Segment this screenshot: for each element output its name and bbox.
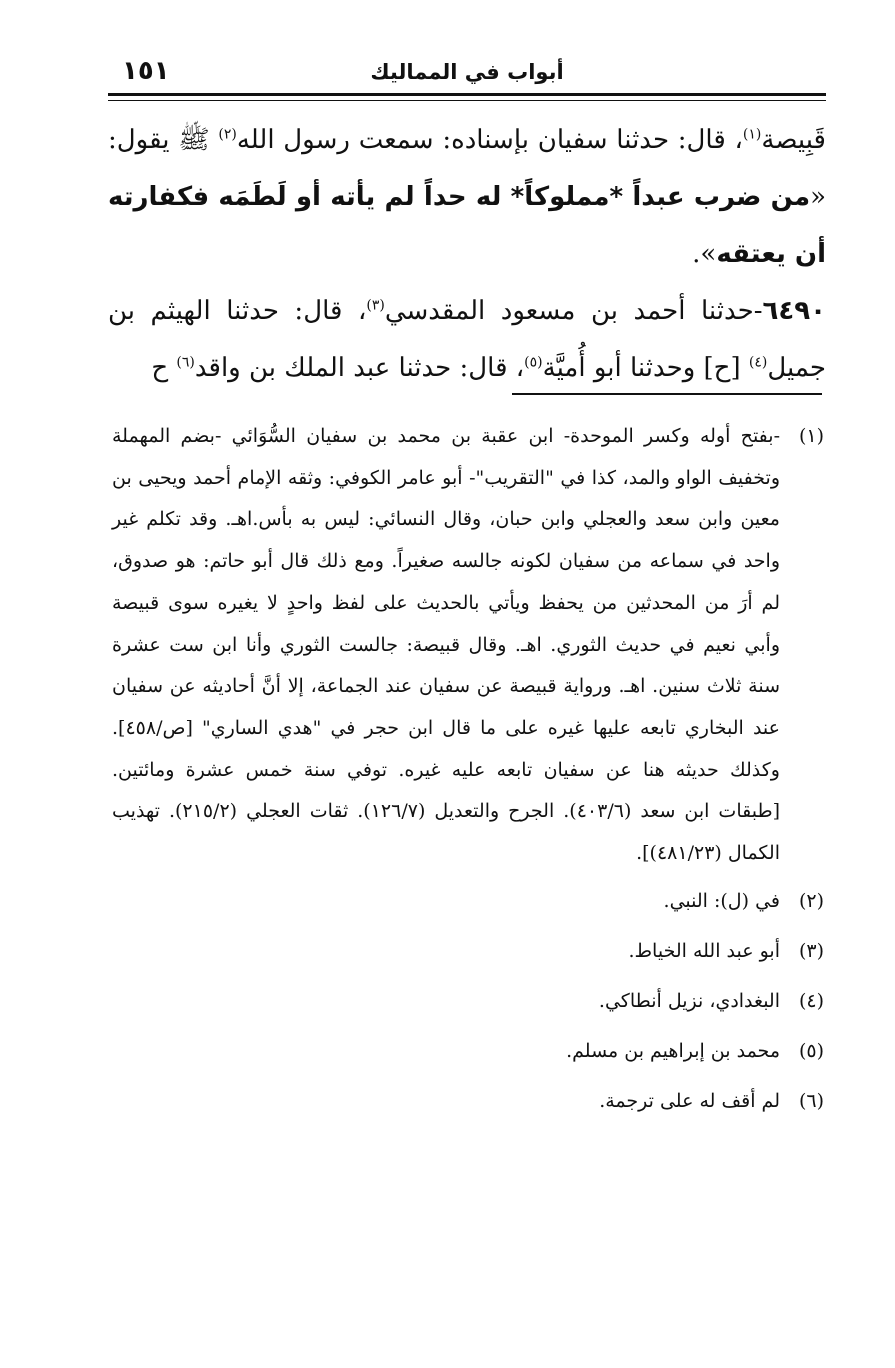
footnote-text: البغدادي، نزيل أنطاكي.	[598, 989, 780, 1012]
footnotes	[112, 416, 824, 1125]
footnote-separator	[512, 393, 822, 395]
footnote-number: (٣)	[798, 939, 824, 962]
isnad-text-2: ﷺ يقول: «	[108, 125, 826, 212]
header-rule	[108, 93, 826, 96]
footnote-text: أبو عبد الله الخياط.	[628, 939, 780, 962]
hadith-paragraph-1	[108, 112, 826, 283]
footnote-ref-3: (٣)	[366, 297, 385, 314]
footnote-number: (٢)	[798, 889, 824, 912]
footnote-6	[112, 1077, 824, 1125]
page-header	[108, 52, 826, 92]
isnad-text: ، قال: حدثنا سفيان بإسناده: سمعت رسول الله	[236, 125, 743, 155]
footnote-text: -بفتح أوله وكسر الموحدة- ابن عقبة بن محمد بن سفيان السُّوَائي -بضم المهملة وتخفيف الواو والمد، كذا في "التقريب"- أبو عامر الكوفي: وثقه الإمام أحمد ويحيى بن معين وابن سعد والعجلي وابن حبان، وقال النسائي: ليس به بأس.اهـ. وقد تكلم غير واحد في سماعه من سفيان لكونه جالسه صغيراً. ومع ذلك قال أبو حاتم: هو صدوق، لم أرَ من المحدثين من يحفظ ويأتي بالحديث على لفظ واحدٍ لا يغيره سوى قبيصة وأبي نعيم في حديث الثوري. اهـ. وقال قبيصة: جالست الثوري وأنا ابن ست عشرة سنة ثلاث سنين. اهـ. ورواية قبيصة عن سفيان عند الجماعة، إلا أنَّ أحاديثه عن سفيان عند البخاري تابعه عليها غيره على ما قال ابن حجر في "هدي الساري" [ص/٤٥٨]. وكذلك حديثه هنا عن سفيان تابعه عليه غيره. توفي سنة خمس عشرة ومائتين. [طبقات ابن سعد (٤٠٣/٦). الجرح والتعديل (١٢٦/٧). ثقات العجلي (٢١٥/٢). تهذيب الكمال (٤٨١/٢٣)].	[112, 425, 780, 865]
running-title: أبواب في المماليك	[370, 60, 564, 84]
isnad-text-3: -حدثنا أحمد بن مسعود المقدسي	[384, 296, 763, 326]
main-text	[108, 112, 826, 397]
footnote-3	[112, 927, 824, 975]
footnote-text: محمد بن إبراهيم بن مسلم.	[566, 1039, 780, 1062]
isnad-text-4: ، قال: حدثنا الهيثم بن جميل	[108, 296, 826, 383]
page-number: ١٥١	[122, 56, 170, 86]
quote-close: ».	[692, 239, 717, 269]
footnote-number: (٤)	[798, 989, 824, 1012]
footnote-ref-1: (١)	[742, 126, 762, 143]
header-rule-thin	[108, 100, 826, 101]
isnad-text-6: ، قال: حدثنا عبد الملك بن واقد	[194, 353, 525, 383]
footnote-ref-6: (٦)	[176, 354, 195, 371]
hadith-paragraph-2	[108, 283, 826, 397]
footnote-text: لم أقف له على ترجمة.	[599, 1089, 780, 1112]
footnote-1	[112, 416, 824, 875]
footnote-text: في (ل): النبي.	[663, 889, 780, 912]
hadith-matn: من ضرب عبداً *مملوكاً* له حداً لم يأته أو لَطَمَه فكفارته أن يعتقه	[108, 182, 826, 269]
footnote-ref-2: (٢)	[218, 126, 237, 143]
footnote-ref-5: (٥)	[524, 354, 543, 371]
footnote-number: (٦)	[798, 1089, 824, 1112]
footnote-number: (١)	[798, 425, 824, 447]
narrator-name: قَبِيصة	[761, 125, 826, 155]
footnote-4	[112, 977, 824, 1025]
footnote-ref-4: (٤)	[748, 354, 768, 371]
isnad-text-5: [ح] وحدثنا أبو أُميَّة	[542, 353, 749, 383]
footnote-2	[112, 877, 824, 925]
footnote-5	[112, 1027, 824, 1075]
footnote-number: (٥)	[798, 1039, 824, 1062]
isnad-text-7: ح	[151, 353, 177, 383]
hadith-number: ٦٤٩٠	[762, 296, 826, 326]
